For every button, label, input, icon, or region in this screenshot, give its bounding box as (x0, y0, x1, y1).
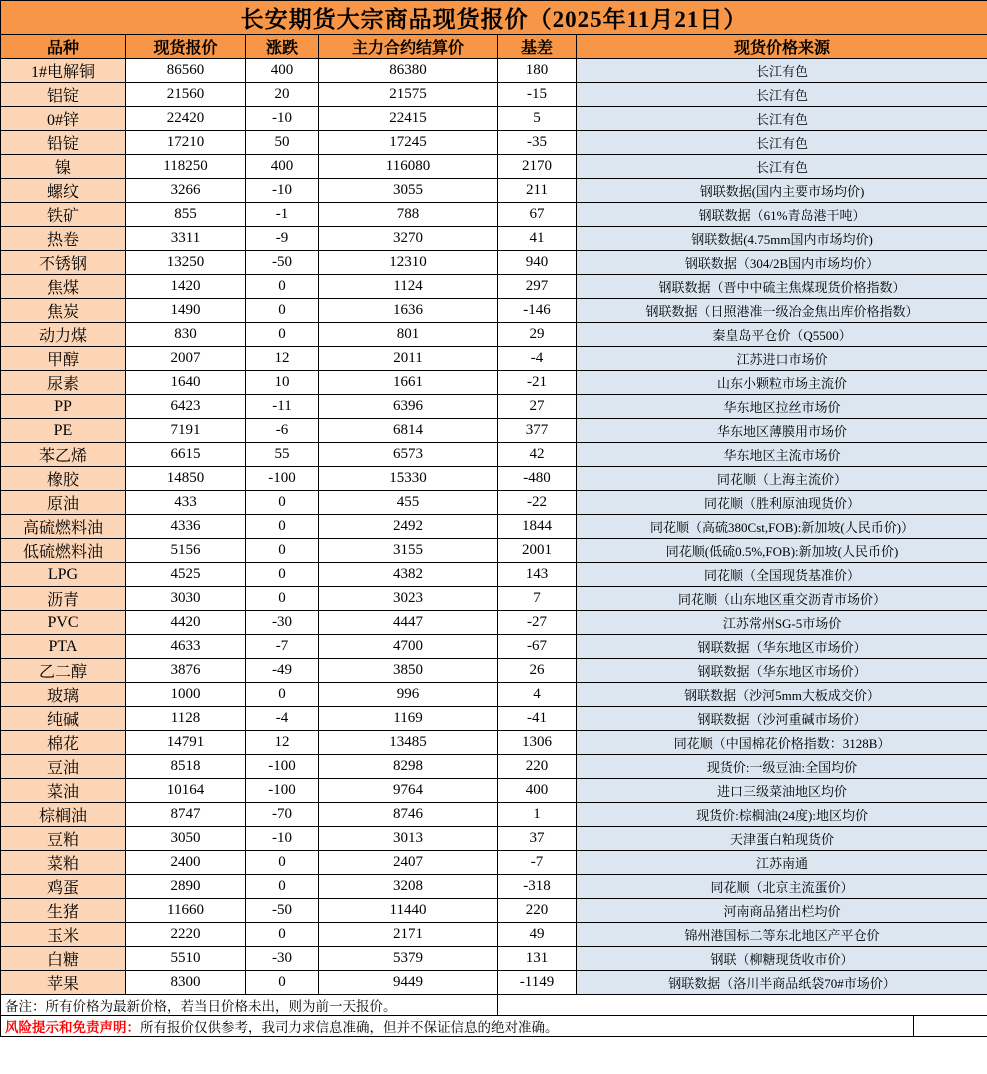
settlement-cell: 3023 (319, 587, 498, 611)
variety-cell: 鸡蛋 (1, 875, 126, 899)
variety-cell: 豆粕 (1, 827, 126, 851)
settlement-cell: 8746 (319, 803, 498, 827)
variety-cell: 棕榈油 (1, 803, 126, 827)
variety-cell: 玻璃 (1, 683, 126, 707)
variety-cell: 动力煤 (1, 323, 126, 347)
spot-price-cell: 1640 (126, 371, 246, 395)
change-cell: 50 (246, 131, 319, 155)
variety-cell: 镍 (1, 155, 126, 179)
settlement-cell: 12310 (319, 251, 498, 275)
table-row (1, 827, 987, 851)
disclaimer-text: 所有报价仅供参考，我司力求信息准确，但并不保证信息的绝对准确。 (140, 1020, 559, 1035)
variety-cell: 1#电解铜 (1, 59, 126, 83)
title-row (1, 1, 987, 35)
spot-price-cell: 1420 (126, 275, 246, 299)
table-row (1, 923, 987, 947)
table-row (1, 563, 987, 587)
spot-price-cell: 14850 (126, 467, 246, 491)
variety-cell: 铁矿 (1, 203, 126, 227)
source-cell: 长江有色 (577, 155, 987, 179)
basis-cell: 4 (498, 683, 577, 707)
source-cell: 现货价:一级豆油:全国均价 (577, 755, 987, 779)
change-cell: -9 (246, 227, 319, 251)
variety-cell: 0#锌 (1, 107, 126, 131)
spot-price-cell: 6423 (126, 395, 246, 419)
basis-cell: -27 (498, 611, 577, 635)
change-cell: 0 (246, 323, 319, 347)
source-cell: 江苏常州SG-5市场价 (577, 611, 987, 635)
table-row (1, 947, 987, 971)
basis-cell: -67 (498, 635, 577, 659)
source-cell: 钢联数据（洛川半商品纸袋70#市场价） (577, 971, 987, 995)
change-cell: -10 (246, 107, 319, 131)
basis-cell: 220 (498, 899, 577, 923)
spot-price-cell: 3311 (126, 227, 246, 251)
settlement-cell: 3270 (319, 227, 498, 251)
settlement-cell: 1124 (319, 275, 498, 299)
table-row (1, 875, 987, 899)
settlement-cell: 455 (319, 491, 498, 515)
variety-cell: 苹果 (1, 971, 126, 995)
change-cell: -7 (246, 635, 319, 659)
table-row (1, 611, 987, 635)
page-title: 长安期货大宗商品现货报价（2025年11月21日） (1, 1, 987, 35)
source-cell: 秦皇岛平仓价（Q5500） (577, 323, 987, 347)
change-cell: 0 (246, 491, 319, 515)
basis-cell: 220 (498, 755, 577, 779)
settlement-cell: 6396 (319, 395, 498, 419)
disclaimer-label: 风险提示和免责声明： (5, 1020, 140, 1035)
table-row (1, 155, 987, 179)
source-cell: 钢联数据（晋中中硫主焦煤现货价格指数） (577, 275, 987, 299)
settlement-cell: 17245 (319, 131, 498, 155)
change-cell: 400 (246, 155, 319, 179)
source-cell: 钢联数据（304/2B国内市场均价） (577, 251, 987, 275)
change-cell: -100 (246, 467, 319, 491)
table-row (1, 491, 987, 515)
basis-cell: -35 (498, 131, 577, 155)
settlement-cell: 11440 (319, 899, 498, 923)
basis-cell: -1149 (498, 971, 577, 995)
variety-cell: PP (1, 395, 126, 419)
variety-cell: 螺纹 (1, 179, 126, 203)
variety-cell: 焦炭 (1, 299, 126, 323)
table-row (1, 731, 987, 755)
basis-cell: 37 (498, 827, 577, 851)
source-cell: 进口三级菜油地区均价 (577, 779, 987, 803)
basis-cell: -146 (498, 299, 577, 323)
change-cell: -1 (246, 203, 319, 227)
spot-price-cell: 1128 (126, 707, 246, 731)
spot-price-cell: 2220 (126, 923, 246, 947)
source-cell: 江苏进口市场价 (577, 347, 987, 371)
source-cell: 同花顺(低硫0.5%,FOB):新加坡(人民币价) (577, 539, 987, 563)
source-cell: 钢联数据（61%青岛港干吨） (577, 203, 987, 227)
change-cell: -10 (246, 179, 319, 203)
table-row (1, 251, 987, 275)
basis-cell: 180 (498, 59, 577, 83)
spot-price-cell: 7191 (126, 419, 246, 443)
source-cell: 江苏南通 (577, 851, 987, 875)
change-cell: 20 (246, 83, 319, 107)
col-header-spot-price: 现货报价 (126, 35, 246, 59)
table-row (1, 659, 987, 683)
basis-cell: -480 (498, 467, 577, 491)
source-cell: 河南商品猪出栏均价 (577, 899, 987, 923)
settlement-cell: 3055 (319, 179, 498, 203)
change-cell: -50 (246, 899, 319, 923)
spot-price-cell: 3876 (126, 659, 246, 683)
spot-price-cell: 433 (126, 491, 246, 515)
source-cell: 同花顺（中国棉花价格指数：3128B） (577, 731, 987, 755)
variety-cell: 低硫燃料油 (1, 539, 126, 563)
spot-price-cell: 10164 (126, 779, 246, 803)
table-row (1, 443, 987, 467)
table-row (1, 779, 987, 803)
settlement-cell: 22415 (319, 107, 498, 131)
spot-price-cell: 2400 (126, 851, 246, 875)
variety-cell: 高硫燃料油 (1, 515, 126, 539)
source-cell: 钢联数据（华东地区市场价） (577, 659, 987, 683)
spot-price-cell: 4633 (126, 635, 246, 659)
spot-price-cell: 86560 (126, 59, 246, 83)
table-row (1, 515, 987, 539)
spot-price-cell: 830 (126, 323, 246, 347)
basis-cell: 1844 (498, 515, 577, 539)
variety-cell: 铅锭 (1, 131, 126, 155)
settlement-cell: 788 (319, 203, 498, 227)
table-row (1, 395, 987, 419)
variety-cell: 白糖 (1, 947, 126, 971)
settlement-cell: 3013 (319, 827, 498, 851)
table-row (1, 131, 987, 155)
settlement-cell: 4447 (319, 611, 498, 635)
change-cell: 0 (246, 587, 319, 611)
spot-price-cell: 13250 (126, 251, 246, 275)
basis-cell: -22 (498, 491, 577, 515)
settlement-cell: 1636 (319, 299, 498, 323)
spot-price-cell: 3266 (126, 179, 246, 203)
settlement-cell: 2407 (319, 851, 498, 875)
basis-cell: 400 (498, 779, 577, 803)
basis-cell: 41 (498, 227, 577, 251)
table-row (1, 227, 987, 251)
basis-cell: 26 (498, 659, 577, 683)
basis-cell: -15 (498, 83, 577, 107)
change-cell: 0 (246, 515, 319, 539)
table-row (1, 851, 987, 875)
spot-price-cell: 8300 (126, 971, 246, 995)
variety-cell: PE (1, 419, 126, 443)
basis-cell: 2170 (498, 155, 577, 179)
basis-cell: 42 (498, 443, 577, 467)
basis-cell: 1306 (498, 731, 577, 755)
table-row (1, 635, 987, 659)
spot-price-cell: 8747 (126, 803, 246, 827)
change-cell: -50 (246, 251, 319, 275)
change-cell: -4 (246, 707, 319, 731)
change-cell: 0 (246, 851, 319, 875)
disclaimer-row (1, 1016, 987, 1037)
spot-price-cell: 2890 (126, 875, 246, 899)
table-row (1, 59, 987, 83)
table-row (1, 275, 987, 299)
settlement-cell: 3208 (319, 875, 498, 899)
change-cell: 0 (246, 563, 319, 587)
change-cell: -30 (246, 947, 319, 971)
source-cell: 华东地区拉丝市场价 (577, 395, 987, 419)
basis-cell: 131 (498, 947, 577, 971)
settlement-cell: 116080 (319, 155, 498, 179)
table-row (1, 899, 987, 923)
variety-cell: LPG (1, 563, 126, 587)
source-cell: 长江有色 (577, 59, 987, 83)
change-cell: -100 (246, 755, 319, 779)
basis-cell: 67 (498, 203, 577, 227)
spot-price-cell: 118250 (126, 155, 246, 179)
basis-cell: 5 (498, 107, 577, 131)
settlement-cell: 21575 (319, 83, 498, 107)
change-cell: -70 (246, 803, 319, 827)
variety-cell: 甲醇 (1, 347, 126, 371)
source-cell: 钢联数据(4.75mm国内市场均价) (577, 227, 987, 251)
col-header-change: 涨跌 (246, 35, 319, 59)
variety-cell: 纯碱 (1, 707, 126, 731)
col-header-source: 现货价格来源 (577, 35, 987, 59)
settlement-cell: 8298 (319, 755, 498, 779)
change-cell: 12 (246, 731, 319, 755)
variety-cell: 原油 (1, 491, 126, 515)
variety-cell: 苯乙烯 (1, 443, 126, 467)
change-cell: 0 (246, 971, 319, 995)
spot-price-cell: 4336 (126, 515, 246, 539)
change-cell: 0 (246, 683, 319, 707)
settlement-cell: 801 (319, 323, 498, 347)
spot-price-cell: 8518 (126, 755, 246, 779)
remark-row (1, 995, 987, 1016)
table-row (1, 371, 987, 395)
spot-price-cell: 14791 (126, 731, 246, 755)
settlement-cell: 4382 (319, 563, 498, 587)
source-cell: 钢联数据（沙河5mm大板成交价） (577, 683, 987, 707)
basis-cell: 143 (498, 563, 577, 587)
spot-price-cell: 21560 (126, 83, 246, 107)
table-row (1, 179, 987, 203)
spot-price-cell: 2007 (126, 347, 246, 371)
variety-cell: 乙二醇 (1, 659, 126, 683)
table-row (1, 419, 987, 443)
settlement-cell: 2492 (319, 515, 498, 539)
variety-cell: 不锈钢 (1, 251, 126, 275)
source-cell: 钢联数据(国内主要市场均价) (577, 179, 987, 203)
source-cell: 华东地区主流市场价 (577, 443, 987, 467)
spot-price-cell: 4420 (126, 611, 246, 635)
variety-cell: 棉花 (1, 731, 126, 755)
settlement-cell: 6814 (319, 419, 498, 443)
change-cell: -11 (246, 395, 319, 419)
col-header-variety: 品种 (1, 35, 126, 59)
change-cell: 0 (246, 875, 319, 899)
table-row (1, 467, 987, 491)
table-body (1, 59, 987, 995)
settlement-cell: 4700 (319, 635, 498, 659)
settlement-cell: 3850 (319, 659, 498, 683)
change-cell: -6 (246, 419, 319, 443)
settlement-cell: 6573 (319, 443, 498, 467)
settlement-cell: 1169 (319, 707, 498, 731)
change-cell: 55 (246, 443, 319, 467)
basis-cell: 1 (498, 803, 577, 827)
spot-price-cell: 17210 (126, 131, 246, 155)
settlement-cell: 5379 (319, 947, 498, 971)
source-cell: 华东地区薄膜用市场价 (577, 419, 987, 443)
settlement-cell: 9449 (319, 971, 498, 995)
basis-cell: -318 (498, 875, 577, 899)
basis-cell: 377 (498, 419, 577, 443)
table-row (1, 203, 987, 227)
settlement-cell: 2011 (319, 347, 498, 371)
basis-cell: 49 (498, 923, 577, 947)
column-header-row (1, 35, 987, 59)
settlement-cell: 13485 (319, 731, 498, 755)
variety-cell: 菜粕 (1, 851, 126, 875)
change-cell: 400 (246, 59, 319, 83)
variety-cell: 焦煤 (1, 275, 126, 299)
variety-cell: 沥青 (1, 587, 126, 611)
source-cell: 同花顺（上海主流价） (577, 467, 987, 491)
source-cell: 长江有色 (577, 83, 987, 107)
variety-cell: 生猪 (1, 899, 126, 923)
source-cell: 现货价:棕榈油(24度):地区均价 (577, 803, 987, 827)
source-cell: 钢联数据（沙河重碱市场价） (577, 707, 987, 731)
table-row (1, 803, 987, 827)
settlement-cell: 3155 (319, 539, 498, 563)
source-cell: 长江有色 (577, 107, 987, 131)
source-cell: 锦州港国标二等东北地区产平仓价 (577, 923, 987, 947)
spot-price-cell: 6615 (126, 443, 246, 467)
variety-cell: PVC (1, 611, 126, 635)
table-row (1, 587, 987, 611)
source-cell: 同花顺（胜利原油现货价） (577, 491, 987, 515)
variety-cell: 铝锭 (1, 83, 126, 107)
disclaimer-cell (1, 1016, 987, 1037)
basis-cell: -41 (498, 707, 577, 731)
source-cell: 山东小颗粒市场主流价 (577, 371, 987, 395)
basis-cell: -4 (498, 347, 577, 371)
spot-price-cell: 11660 (126, 899, 246, 923)
variety-cell: 菜油 (1, 779, 126, 803)
basis-cell: -7 (498, 851, 577, 875)
source-cell: 天津蛋白粕现货价 (577, 827, 987, 851)
spot-price-cell: 3050 (126, 827, 246, 851)
source-cell: 同花顺（高硫380Cst,FOB):新加坡(人民币价)） (577, 515, 987, 539)
source-cell: 钢联数据（日照港准一级冶金焦出库价格指数） (577, 299, 987, 323)
settlement-cell: 9764 (319, 779, 498, 803)
source-cell: 同花顺（全国现货基准价） (577, 563, 987, 587)
variety-cell: 玉米 (1, 923, 126, 947)
change-cell: 0 (246, 923, 319, 947)
settlement-cell: 86380 (319, 59, 498, 83)
source-cell: 长江有色 (577, 131, 987, 155)
variety-cell: 橡胶 (1, 467, 126, 491)
basis-cell: 29 (498, 323, 577, 347)
table-row (1, 707, 987, 731)
source-cell: 钢联数据（华东地区市场价） (577, 635, 987, 659)
remark-empty-cell (498, 995, 987, 1016)
change-cell: 12 (246, 347, 319, 371)
table-row (1, 299, 987, 323)
spot-price-cell: 5510 (126, 947, 246, 971)
remark-text: 备注：所有价格为最新价格，若当日价格未出，则为前一天报价。 (1, 995, 498, 1016)
table-row (1, 323, 987, 347)
variety-cell: PTA (1, 635, 126, 659)
spot-price-cell: 4525 (126, 563, 246, 587)
variety-cell: 尿素 (1, 371, 126, 395)
basis-cell: 297 (498, 275, 577, 299)
table-row (1, 755, 987, 779)
spot-price-cell: 3030 (126, 587, 246, 611)
basis-cell: -21 (498, 371, 577, 395)
col-header-settlement: 主力合约结算价 (319, 35, 498, 59)
source-cell: 同花顺（山东地区重交沥青市场价） (577, 587, 987, 611)
change-cell: -10 (246, 827, 319, 851)
basis-cell: 27 (498, 395, 577, 419)
spot-price-cell: 5156 (126, 539, 246, 563)
spot-price-cell: 1000 (126, 683, 246, 707)
table-row (1, 83, 987, 107)
settlement-cell: 15330 (319, 467, 498, 491)
table-row (1, 347, 987, 371)
table-row (1, 683, 987, 707)
change-cell: 10 (246, 371, 319, 395)
change-cell: -30 (246, 611, 319, 635)
change-cell: 0 (246, 299, 319, 323)
variety-cell: 热卷 (1, 227, 126, 251)
change-cell: -100 (246, 779, 319, 803)
source-cell: 同花顺（北京主流蛋价） (577, 875, 987, 899)
basis-cell: 7 (498, 587, 577, 611)
basis-cell: 2001 (498, 539, 577, 563)
variety-cell: 豆油 (1, 755, 126, 779)
table-row (1, 539, 987, 563)
settlement-cell: 1661 (319, 371, 498, 395)
settlement-cell: 2171 (319, 923, 498, 947)
col-header-basis: 基差 (498, 35, 577, 59)
basis-cell: 940 (498, 251, 577, 275)
change-cell: 0 (246, 539, 319, 563)
table-row (1, 107, 987, 131)
table-row (1, 971, 987, 995)
spot-price-cell: 22420 (126, 107, 246, 131)
basis-cell: 211 (498, 179, 577, 203)
source-cell: 钢联（柳糖现货收市价） (577, 947, 987, 971)
change-cell: 0 (246, 275, 319, 299)
spot-price-cell: 855 (126, 203, 246, 227)
spot-price-cell: 1490 (126, 299, 246, 323)
settlement-cell: 996 (319, 683, 498, 707)
change-cell: -49 (246, 659, 319, 683)
